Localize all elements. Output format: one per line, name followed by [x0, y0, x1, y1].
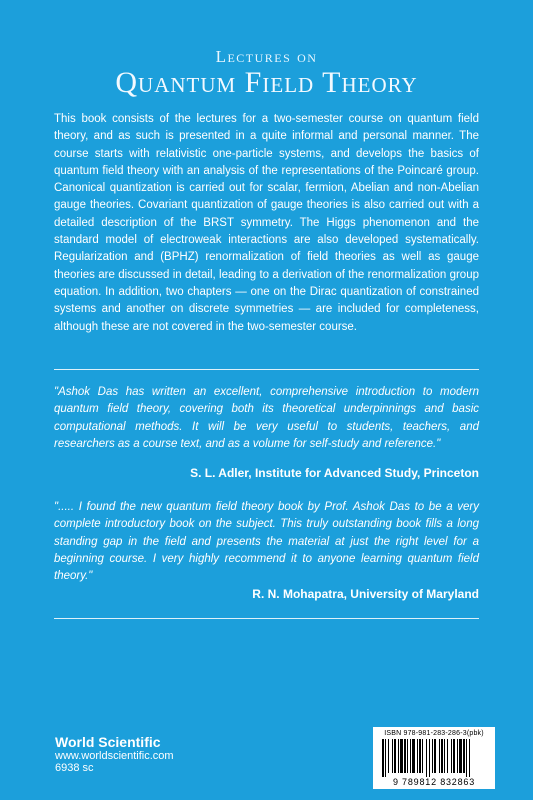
- barcode-digits: 9 789812 832863: [392, 777, 476, 787]
- review-quote-1: "Ashok Das has written an excellent, comprehensive introduction to modern quantum field theory, covering both its theoretical underpinnings and basic computational methods. It will be very useful to students, teachers, and researchers as a course text, and as a volume for self-study and reference.": [54, 386, 479, 450]
- review-attribution-2: R. N. Mohapatra, University of Maryland: [252, 587, 479, 601]
- barcode-bar: [444, 739, 445, 773]
- barcode-bar: [412, 739, 415, 773]
- barcode-bar: [466, 739, 467, 777]
- barcode-bar: [400, 739, 403, 773]
- barcode-bar: [398, 739, 399, 773]
- barcode-bar: [457, 739, 458, 773]
- barcode-bar: [382, 739, 384, 777]
- barcode-bar: [451, 739, 452, 773]
- divider-top: [54, 369, 479, 370]
- barcode-bar: [459, 739, 462, 773]
- barcode-bar: [439, 739, 440, 773]
- barcode-bar: [419, 739, 421, 773]
- barcode-bar: [434, 739, 436, 773]
- barcode-bar: [410, 739, 411, 773]
- publisher-name: World Scientific: [55, 734, 161, 750]
- barcode-bar: [432, 739, 433, 773]
- barcode-bar: [463, 739, 465, 773]
- book-description: This book consists of the lectures for a two-semester course on quantum field theory, and as such is presented in a quite informal and personal manner. The course starts with relativistic one-particle systems, and develops the basics of quantum field theory with an analysis of the representations of the Poincaré group. Canonical quantization is carried out for scalar, fermion, Abelian and non-Abelian gauge theories. Covariant quantization of gauge theories is also carried out with a detailed description of the BRST symmetry. The Higgs phenomenon and the standard model of electroweak interactions are also developed systematically. Regularization and (BPHZ) renormalization of field theories as well as gauge theories are discussed in detail, leading to a derivation of the renormalization group equation. In addition, two chapters — one on the Dirac quantization of constrained systems and another on discrete symmetries — are included for completeness, although these are not covered in the two-semester course.: [54, 113, 479, 333]
- barcode-bar: [447, 739, 448, 773]
- barcode-bar: [453, 739, 455, 773]
- barcode-icon: [381, 739, 487, 777]
- barcode-bar: [394, 739, 396, 773]
- barcode-bar: [417, 739, 418, 773]
- barcode-bar: [426, 739, 427, 777]
- review-quote-2: "..... I found the new quantum field theory book by Prof. Ashok Das to be a very complete introductory book on the subject. This truly outstanding book fills a long standing gap in the field and presents the material at just the right level for a beginning course. I very highly recommend it to anyone learning quantum field theory.": [54, 501, 479, 583]
- barcode-bar: [404, 739, 406, 773]
- barcode-bar: [469, 739, 470, 777]
- publisher-block: [55, 735, 174, 774]
- review-attribution-1: S. L. Adler, Institute for Advanced Study, Princeton: [190, 466, 479, 480]
- barcode-bar: [422, 739, 423, 773]
- barcode-bar: [429, 739, 430, 777]
- barcode-bar: [385, 739, 386, 777]
- barcode-bar: [407, 739, 408, 773]
- divider-bottom: [54, 618, 479, 619]
- book-title: [0, 66, 533, 100]
- series-heading: [0, 47, 533, 67]
- isbn-text: ISBN 978-981-283-286-3(pbk): [384, 730, 484, 737]
- barcode-bar: [441, 739, 443, 773]
- barcode-bar: [392, 739, 393, 773]
- publisher-code: 6938 sc: [55, 762, 94, 774]
- barcode-bar: [388, 739, 389, 773]
- series-heading-text: Lectures on: [215, 47, 318, 66]
- publisher-url: www.worldscientific.com: [55, 750, 174, 762]
- book-title-text: Quantum Field Theory: [115, 66, 418, 99]
- barcode-label: [373, 727, 495, 789]
